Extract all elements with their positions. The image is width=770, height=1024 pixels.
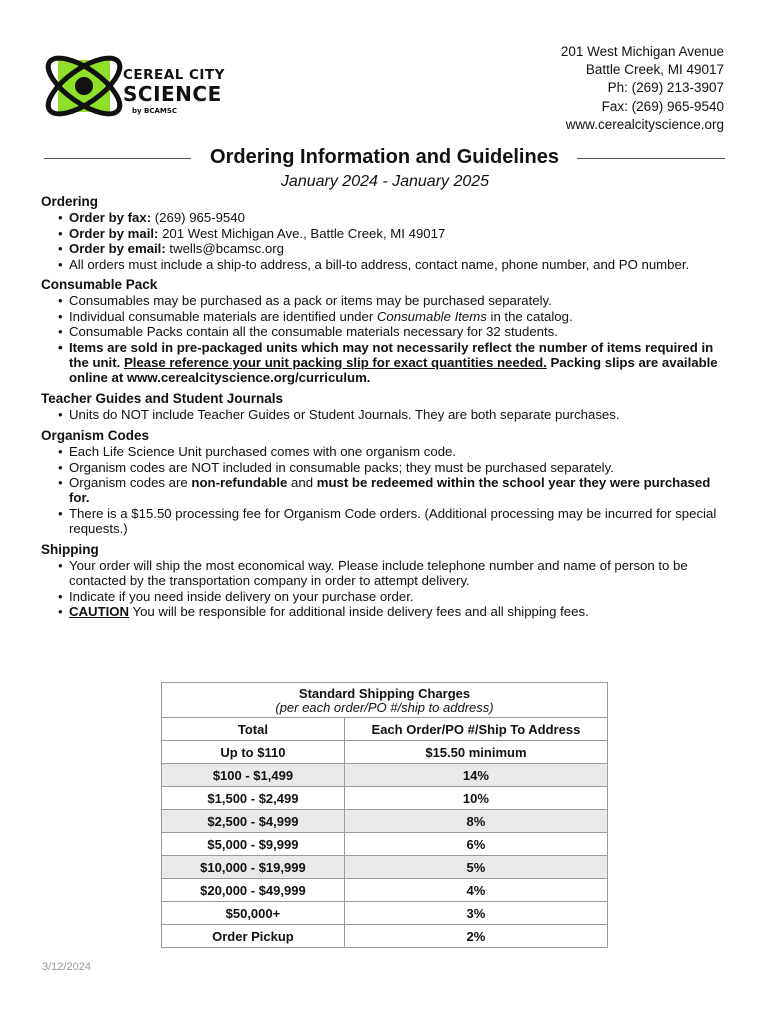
table-caption	[162, 683, 608, 718]
list-item: • Consumables may be purchased as a pack or items may be purchased separately.	[58, 293, 731, 308]
shipping-charges-table	[161, 682, 608, 948]
organism-heading: Organism Codes	[41, 427, 150, 443]
organism-list	[41, 444, 731, 536]
list-item: • Order by fax: (269) 965-9540	[58, 210, 731, 225]
brand-line-1: CEREAL CITY	[123, 67, 225, 83]
list-item: • Units do NOT include Teacher Guides or Student Journals. They are both separate purchases.	[58, 407, 731, 422]
list-item: • Items are sold in pre-packaged units which may not necessarily reflect the number of items required in the unit. Please reference your unit packing slip for exact quantities needed. Packing slips are available online at www.cerealcityscience.org/curriculum.	[58, 340, 731, 386]
address-website: www.cerealcityscience.org	[565, 116, 724, 132]
list-item: • Order by email: twells@bcamsc.org	[58, 241, 731, 256]
table-row: $5,000 - $9,999 6%	[162, 833, 608, 856]
table-row: $50,000+ 3%	[162, 902, 608, 925]
guidelines-content	[41, 194, 731, 620]
list-item: • Order by mail: 201 West Michigan Ave., Battle Creek, MI 49017	[58, 226, 731, 241]
page-subtitle: January 2024 - January 2025	[280, 173, 490, 190]
list-item: • Each Life Science Unit purchased comes with one organism code.	[58, 444, 731, 459]
list-item: • There is a $15.50 processing fee for Organism Code orders. (Additional processing may be incurred for special requests.)	[58, 506, 731, 537]
list-item: • Consumable Packs contain all the consumable materials necessary for 32 students.	[58, 324, 731, 339]
brand-line-3: by BCAMSC	[132, 107, 178, 115]
list-item: • Indicate if you need inside delivery on your purchase order.	[58, 589, 731, 604]
table-row: $20,000 - $49,999 4%	[162, 879, 608, 902]
address-city: Battle Creek, MI 49017	[585, 62, 724, 78]
ordering-list	[41, 210, 731, 272]
address-phone: Ph: (269) 213-3907	[607, 80, 724, 96]
ordering-heading: Ordering	[41, 194, 99, 209]
table-row: $100 - $1,499 14%	[162, 764, 608, 787]
list-item: • Individual consumable materials are identified under Consumable Items in the catalog.	[58, 309, 731, 324]
consumable-list	[41, 293, 731, 385]
table-caption-title: Standard Shipping Charges	[298, 686, 471, 701]
table-row: Up to $110 $15.50 minimum	[162, 741, 608, 764]
list-item: • All orders must include a ship-to address, a bill-to address, contact name, phone number, and PO number.	[58, 257, 731, 272]
footer-date: 3/12/2024	[42, 961, 91, 973]
table-row: $2,500 - $4,999 8%	[162, 810, 608, 833]
title-row	[44, 146, 725, 172]
list-item: • Organism codes are NOT included in consumable packs; they must be purchased separately.	[58, 460, 731, 475]
table-row: Order Pickup 2%	[162, 925, 608, 948]
cereal-city-science-logo	[40, 40, 230, 140]
list-item: • Your order will ship the most economical way. Please include telephone number and name of person to be contacted by the transportation company in order to attempt delivery.	[58, 558, 731, 589]
contact-address	[561, 43, 724, 134]
guides-heading: Teacher Guides and Student Journals	[41, 390, 284, 406]
column-header-total: Total	[162, 718, 345, 741]
title-rule-right	[577, 158, 725, 159]
page-title: Ordering Information and Guidelines	[210, 146, 559, 168]
consumable-heading: Consumable Pack	[41, 277, 158, 293]
table-row: $10,000 - $19,999 5%	[162, 856, 608, 879]
list-item: • Organism codes are non-refundable and must be redeemed within the school year they were purchased for.	[58, 475, 731, 506]
shipping-list	[41, 558, 731, 620]
address-street: 201 West Michigan Avenue	[560, 44, 724, 59]
table-row: $1,500 - $2,499 10%	[162, 787, 608, 810]
address-fax: Fax: (269) 965-9540	[601, 98, 724, 114]
table-caption-subtitle: (per each order/PO #/ship to address)	[275, 700, 494, 715]
brand-line-2: SCIENCE	[123, 82, 222, 106]
column-header-rate: Each Order/PO #/Ship To Address	[344, 718, 607, 741]
list-item: • CAUTION You will be responsible for additional inside delivery fees and all shipping fees.	[58, 604, 731, 619]
guides-list	[41, 407, 731, 422]
shipping-heading: Shipping	[41, 541, 99, 557]
